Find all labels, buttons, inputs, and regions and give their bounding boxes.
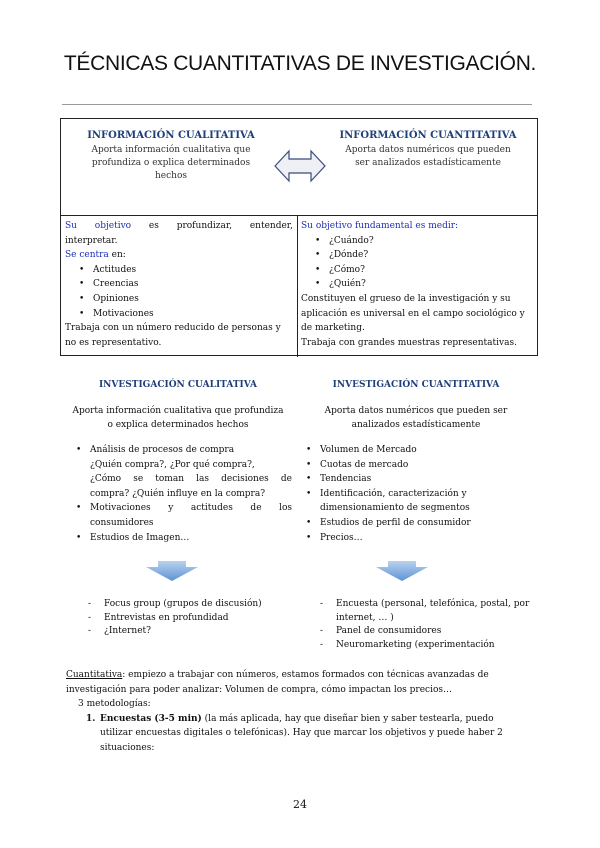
list-item: • Actitudes	[93, 263, 293, 278]
cuantitativa-closing-3: de marketing.	[301, 323, 365, 334]
list-item: • Motivaciones	[93, 307, 293, 322]
list-item: • Opiniones	[93, 292, 293, 307]
list-item: - Encuesta (personal, telefónica, postal, por internet, … )	[336, 598, 536, 625]
comparison-table	[60, 118, 538, 356]
cualitativa-closing-2: no es representativo.	[65, 337, 162, 348]
list-item: • Precios…	[320, 531, 530, 546]
cualitativa-heading: INFORMACIÓN CUALITATIVA	[87, 130, 255, 141]
cuantitativa-body	[301, 219, 533, 350]
list-item: - ¿Internet?	[104, 625, 292, 639]
paragraph-line-1: Cuantitativa: empiezo a trabajar con números, estamos formados con técnicas avanzadas de	[66, 670, 489, 680]
list-item: 1. Encuestas (3-5 min) (la más aplicada, hay que diseñar bien y saber testearla, puedo utilizar encuestas digitales o telefónicas). Hay que marcar los objetivos y puede haber 2 situaciones:	[86, 713, 503, 753]
cuantitativa-closing-1: Constituyen el grueso de la investigación y su	[301, 293, 511, 304]
cuantitativa-closing-4: Trabaja con grandes muestras representativas.	[301, 337, 517, 348]
inv-cualitativa-list	[60, 443, 292, 545]
cualitativa-items	[65, 263, 293, 321]
list-item: • Tendencias	[320, 472, 530, 487]
list-item: • Volumen de Mercado	[320, 443, 530, 458]
list-item: • Motivaciones y actitudes de los consumidores	[90, 501, 292, 530]
cuantitativa-items	[301, 234, 533, 292]
list-item: • ¿Cuándo?	[329, 234, 533, 249]
metodologias-label: 3 metodologías:	[78, 699, 151, 710]
cualitativa-body	[65, 219, 293, 350]
list-item: - Panel de consumidores	[336, 625, 536, 639]
cuantitativa-desc-2: ser analizados estadísticamente	[355, 158, 501, 168]
list-item: - Neuromarketing (experimentación	[336, 639, 536, 653]
list-item: • Creencias	[93, 277, 293, 292]
cuantitativa-closing-2: aplicación es universal en el campo sociológico y	[301, 308, 525, 319]
list-item: • ¿Cómo?	[329, 263, 533, 278]
inv-cualitativa-desc: Aporta información cualitativa que profundiza o explica determinados hechos	[72, 406, 284, 430]
list-item: - Focus group (grupos de discusión)	[104, 598, 292, 612]
list-item: • ¿Dónde?	[329, 248, 533, 263]
cualitativa-objetivo-cont: interpretar.	[65, 235, 118, 246]
page-number: 24	[293, 798, 307, 811]
list-item: • Cuotas de mercado	[320, 458, 530, 473]
double-arrow-icon	[273, 149, 327, 183]
row-divider	[61, 215, 537, 216]
list-item: - Entrevistas en profundidad	[104, 612, 292, 626]
cuantitativa-header	[329, 129, 527, 170]
cuantitativa-paragraph	[66, 668, 528, 756]
cualitativa-objetivo: Su objetivo es profundizar, entender,	[65, 221, 293, 231]
title-divider	[62, 104, 532, 105]
cualitativa-desc-3: hechos	[155, 171, 187, 181]
list-item: • Estudios de perfil de consumidor	[320, 516, 530, 531]
list-item: • ¿Quién?	[329, 277, 533, 292]
cualitativa-header	[81, 129, 261, 183]
paragraph-line-2: investigación para poder analizar: Volumen de compra, cómo impactan los precios…	[66, 684, 452, 695]
cualitativa-desc-1: Aporta información cualitativa que	[91, 145, 251, 155]
cuantitativa-heading: INFORMACIÓN CUANTITATIVA	[339, 130, 517, 141]
cualitativa-closing-1: Trabaja con un número reducido de personas y	[65, 323, 281, 334]
cuantitativa-objetivo: Su objetivo fundamental es medir:	[301, 221, 459, 231]
list-item: • Identificación, caracterización y dimensionamiento de segmentos	[320, 487, 530, 516]
cuantitativa-tecnicas	[300, 598, 536, 652]
cualitativa-centra: Se centra en:	[65, 250, 126, 261]
down-arrow-icon	[376, 561, 428, 581]
down-arrow-icon	[146, 561, 198, 581]
inv-cuantitativa-heading: INVESTIGACIÓN CUANTITATIVA	[332, 380, 500, 390]
cuantitativa-desc-1: Aporta datos numéricos que pueden	[345, 145, 511, 155]
inv-cualitativa-heading: INVESTIGACIÓN CUALITATIVA	[98, 380, 258, 390]
column-divider	[297, 215, 298, 357]
inv-cuantitativa-list	[290, 443, 530, 545]
inv-cuantitativa-desc: Aporta datos numéricos que pueden ser analizados estadísticamente	[324, 406, 508, 430]
list-item: • Estudios de Imagen…	[90, 531, 292, 546]
cualitativa-desc-2: profundiza o explica determinados	[91, 158, 251, 168]
cualitativa-tecnicas	[68, 598, 292, 639]
list-item: • Análisis de procesos de compra ¿Quién compra?, ¿Por qué compra?, ¿Cómo se toman las decisiones de compra? ¿Quién influye en la compra?	[90, 443, 292, 501]
metodologias-list	[66, 712, 528, 756]
page-title: TÉCNICAS CUANTITATIVAS DE INVESTIGACIÓN.	[63, 52, 537, 75]
